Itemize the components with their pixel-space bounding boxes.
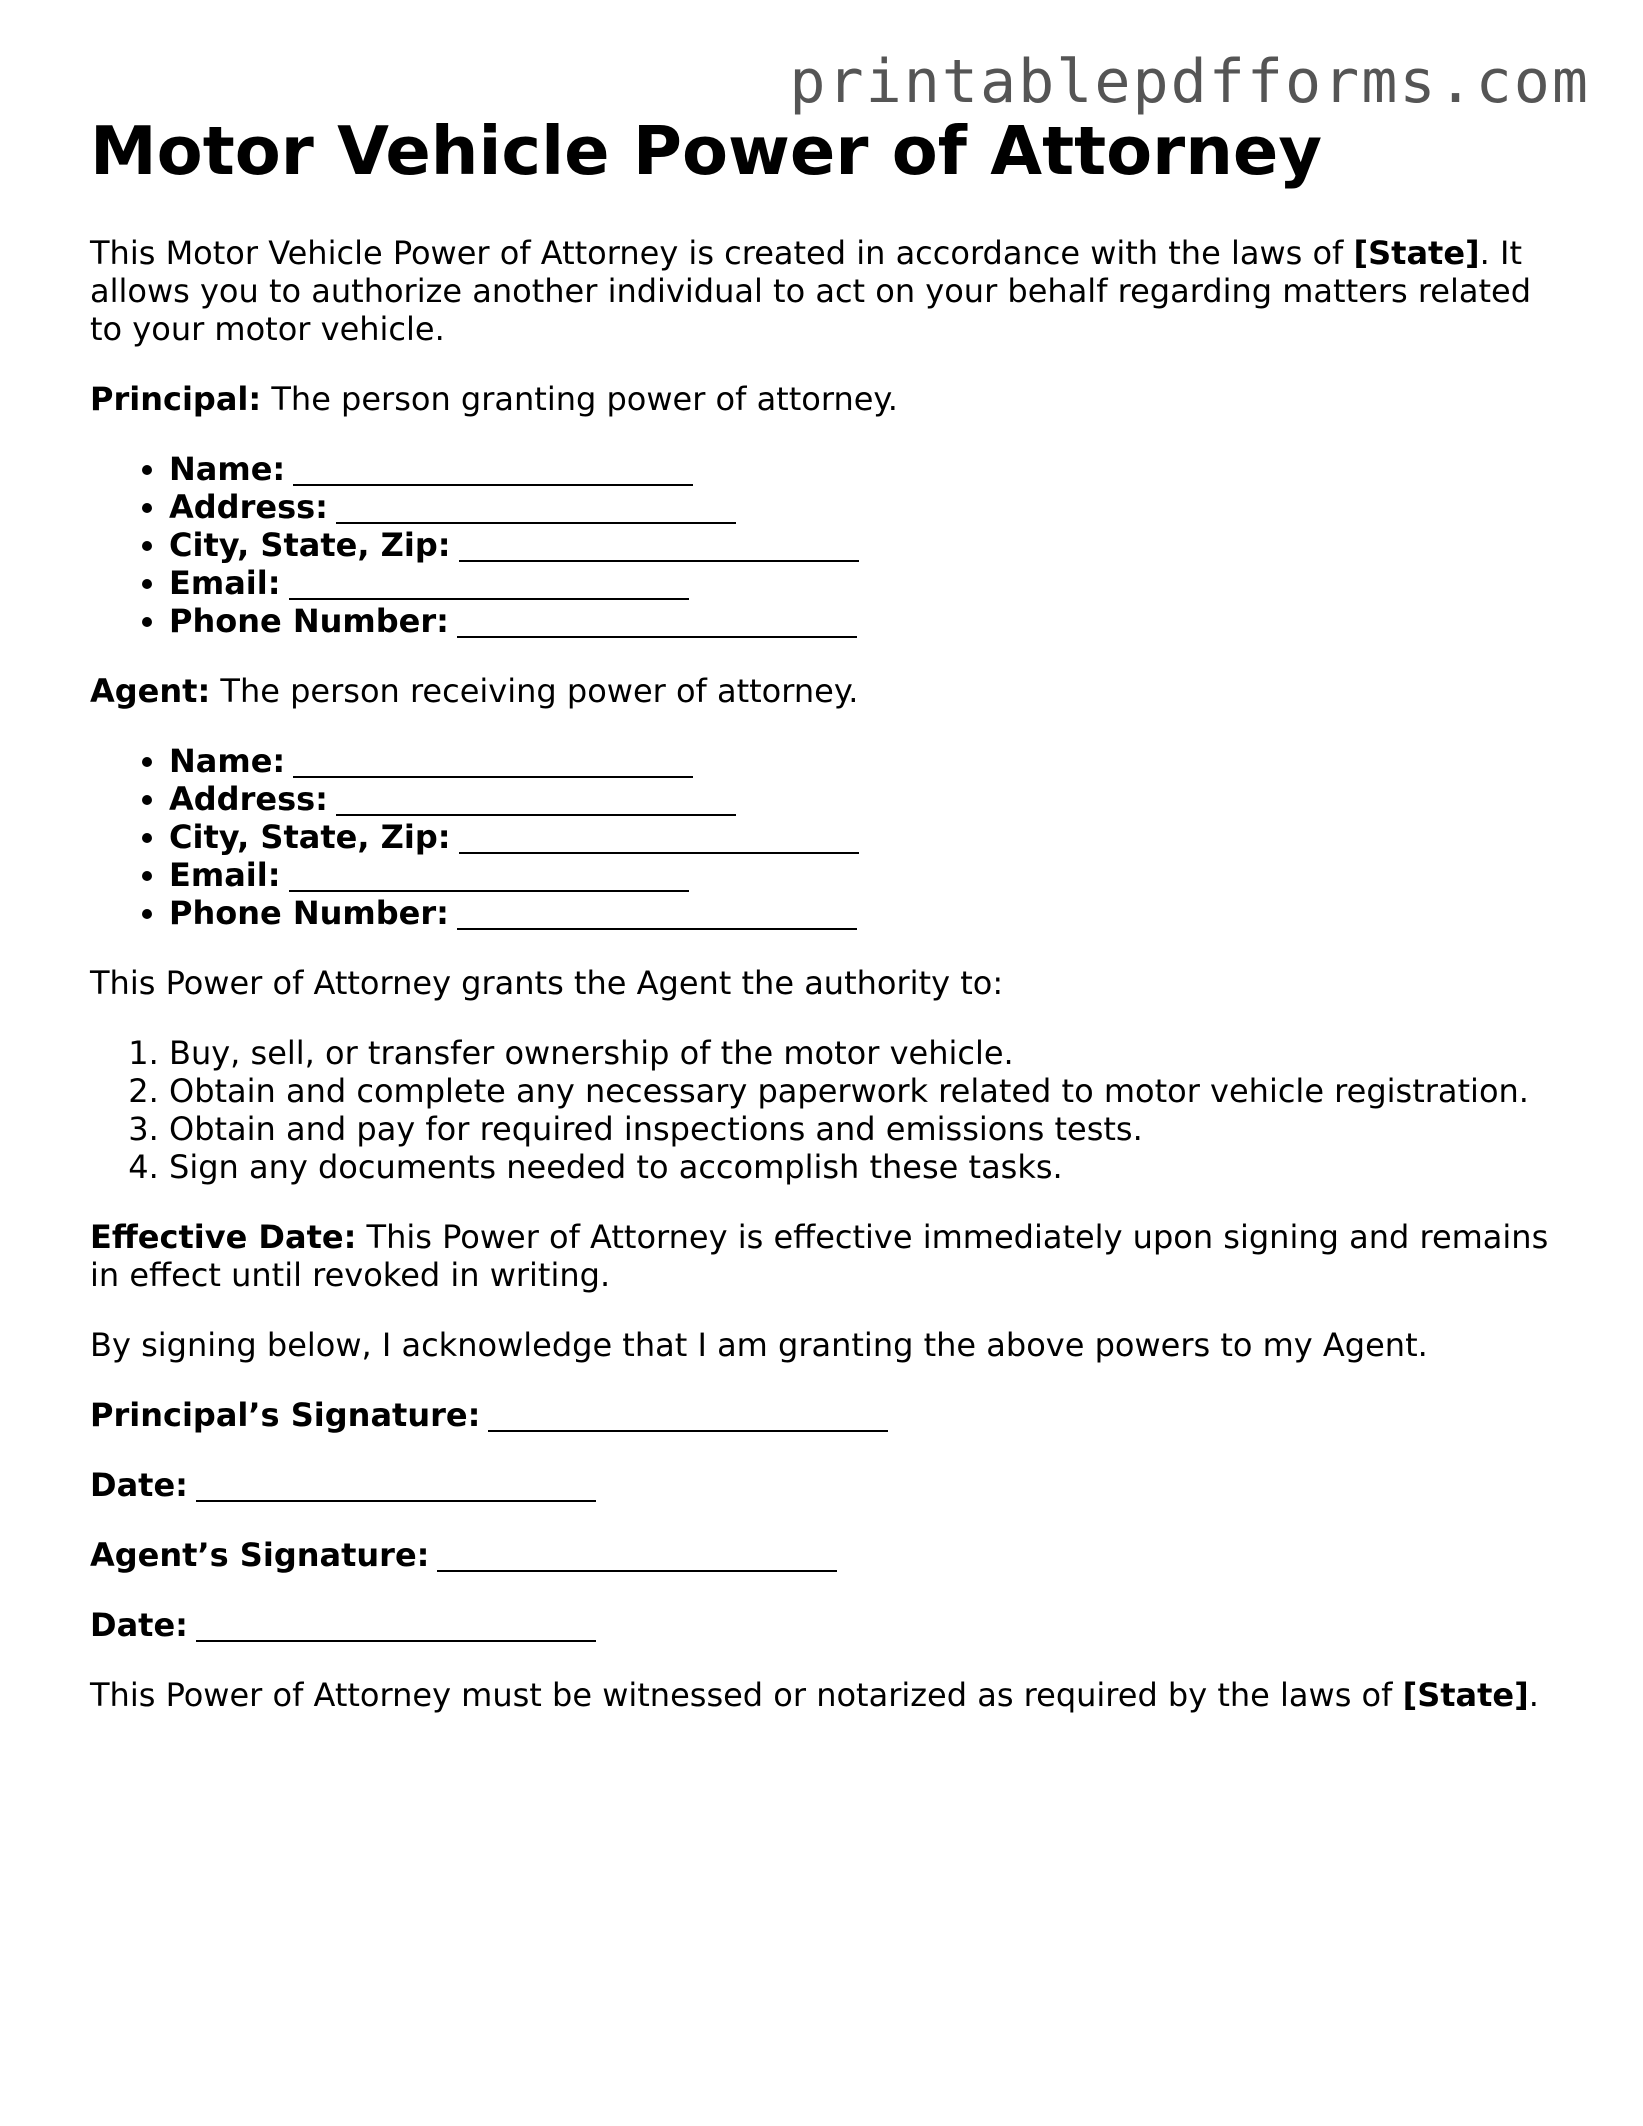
principal-address-field [169,488,1570,526]
effective-date-label: Effective Date: [90,1218,357,1256]
field-label: Name: [169,450,286,488]
principal-heading [90,380,1570,418]
agent-city-state-zip-field [169,818,1570,856]
power-item: 2. Obtain and complete any necessary paperwork related to motor vehicle registration. [169,1072,1570,1110]
agent-signature-line [90,1536,1570,1574]
principal-city-state-zip-field [169,526,1570,564]
agent-description: The person receiving power of attorney. [210,672,859,710]
field-label: Phone Number: [169,894,449,932]
field-label: City, State, Zip: [169,526,451,564]
power-item: 3. Obtain and pay for required inspections and emissions tests. [169,1110,1570,1148]
blank-line[interactable] [289,568,689,600]
intro-text-end: . It allows you to authorize another individual to act on your behalf regarding matters related to your motor vehicle. [90,234,1531,348]
intro-paragraph [90,234,1570,348]
principal-signature-line [90,1396,1570,1434]
blank-line[interactable] [457,606,857,638]
field-label: City, State, Zip: [169,818,451,856]
powers-list [90,1034,1570,1186]
agent-phone-field [169,894,1570,932]
power-item: 1. Buy, sell, or transfer ownership of the motor vehicle. [169,1034,1570,1072]
principal-phone-field [169,602,1570,640]
agent-date-line [90,1606,1570,1644]
closing-paragraph [90,1676,1570,1714]
field-label: Name: [169,742,286,780]
field-label: Phone Number: [169,602,449,640]
watermark: printablepdfforms.com [789,47,1590,117]
principal-name-field [169,450,1570,488]
agent-name-field [169,742,1570,780]
field-label: Address: [169,780,328,818]
blank-line[interactable] [293,746,693,778]
intro-text-start: This Motor Vehicle Power of Attorney is created in accordance with the laws of [90,234,1354,272]
powers-intro: This Power of Attorney grants the Agent the authority to: [90,964,1004,1002]
power-item: 4. Sign any documents needed to accomplish these tasks. [169,1148,1570,1186]
principal-fields [90,450,1570,640]
field-label: Email: [169,564,281,602]
signature-blank[interactable] [437,1540,837,1572]
date-blank[interactable] [196,1470,596,1502]
principal-signature-label: Principal’s Signature: [90,1396,481,1434]
blank-line[interactable] [459,530,859,562]
field-label: Address: [169,488,328,526]
closing-text-end: . [1528,1676,1539,1714]
agent-signature-label: Agent’s Signature: [90,1536,430,1574]
agent-email-field [169,856,1570,894]
blank-line[interactable] [459,822,859,854]
intro-state-placeholder: [State] [1353,234,1480,272]
blank-line[interactable] [293,454,693,486]
effective-date-text: This Power of Attorney is effective immediately upon signing and remains in effect until revoked in writing. [90,1218,1549,1294]
blank-line[interactable] [289,860,689,892]
closing-text-start: This Power of Attorney must be witnessed or notarized as required by the laws of [90,1676,1403,1714]
agent-address-field [169,780,1570,818]
field-label: Email: [169,856,281,894]
blank-line[interactable] [336,784,736,816]
agent-heading [90,672,1570,710]
agent-fields [90,742,1570,932]
signature-blank[interactable] [488,1400,888,1432]
document-body [90,234,1570,1746]
agent-label: Agent: [90,672,211,710]
effective-date-paragraph [90,1218,1570,1294]
acknowledgement: By signing below, I acknowledge that I am granting the above powers to my Agent. [90,1326,1428,1364]
closing-state-placeholder: [State] [1402,1676,1529,1714]
principal-description: The person granting power of attorney. [261,380,898,418]
agent-date-label: Date: [90,1606,188,1644]
principal-label: Principal: [90,380,262,418]
date-blank[interactable] [196,1610,596,1642]
blank-line[interactable] [457,898,857,930]
principal-date-line [90,1466,1570,1504]
principal-email-field [169,564,1570,602]
principal-date-label: Date: [90,1466,188,1504]
blank-line[interactable] [336,492,736,524]
page-title: Motor Vehicle Power of Attorney [90,112,1323,190]
